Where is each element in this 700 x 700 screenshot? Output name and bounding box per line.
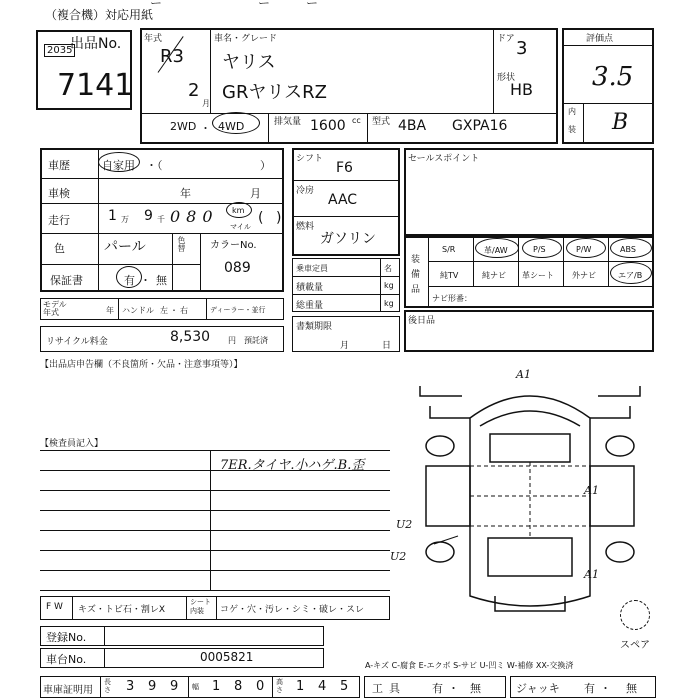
shape-label: 形状 (497, 73, 516, 83)
history-label: 車歴 (48, 159, 70, 172)
equip-leather: 革シート (522, 271, 554, 280)
navi-model-label: ナビ形番： (432, 294, 472, 303)
model-prefix: 4BA (398, 118, 427, 134)
history-paren-open: ・（ (146, 159, 163, 172)
mileage-unit-mile: マイル (230, 223, 251, 231)
form-subtitle: （複合機）対応用紙 (45, 8, 154, 22)
equip-pw-circle (566, 238, 606, 258)
history-value: 自家用 (102, 159, 135, 172)
equip-ps: P/S (533, 245, 546, 254)
equip-abs: ABS (620, 245, 636, 254)
weight-unit: kg (384, 299, 394, 308)
mileage-paren-close: ) (276, 210, 282, 226)
mileage-thousands: 9 (144, 208, 153, 224)
cert-cell-1: 3 (126, 679, 135, 694)
handle-dot: ・ (170, 306, 178, 315)
chassis-label: 車台No. (46, 653, 87, 666)
interior-label-2: 装 (568, 125, 576, 134)
doors-value: 3 (516, 38, 528, 59)
jack-dot: ・ (600, 682, 611, 695)
equip-aw: 革/AW (484, 246, 508, 255)
recycle-deposited: 預託済 (244, 336, 268, 345)
color-code: 089 (224, 260, 251, 276)
drive-4wd-circle (212, 112, 260, 134)
chassis-value: 0005821 (200, 650, 254, 664)
history-circle (98, 152, 140, 172)
equip-abs-circle (610, 238, 652, 258)
aircon-label: 冷房 (296, 186, 315, 196)
drive-2wd: 2WD (170, 120, 197, 133)
mileage-unit-km: km (232, 206, 245, 215)
mileage-digits: 080 (170, 207, 219, 226)
warranty-no: 無 (156, 274, 167, 287)
warranty-yes: 有 (124, 274, 135, 287)
dealer-label: ディーラー・並行 (210, 306, 266, 314)
jack-label: ジャッキ (516, 682, 560, 695)
jack-no: 無 (626, 682, 637, 695)
cert-cell-2: 9 (148, 679, 157, 694)
cert-cell-7: 1 (296, 679, 305, 694)
mileage-man: 1 (108, 208, 117, 224)
cert-cell-8: 4 (318, 679, 327, 694)
handle-label: ハンドル (122, 306, 154, 315)
equipment-label-3: 品 (411, 285, 421, 295)
month-unit: 月 (202, 99, 210, 108)
spare-tire-icon (620, 600, 650, 630)
cert-length-label: 長さ (104, 678, 111, 694)
cert-height-label: 高さ (276, 678, 283, 694)
equipment-label-1: 装 (411, 255, 421, 265)
drive-separator: ・ (200, 122, 211, 135)
car-diagram (400, 366, 660, 626)
lot-label: 出品No. (70, 36, 122, 52)
sheet-items: コゲ・穴・汚レ・シミ・破レ・スレ (220, 605, 365, 615)
model-code: GXPA16 (452, 118, 508, 134)
equip-aw-circle (475, 238, 519, 258)
mileage-thousands-unit: 千 (157, 215, 165, 224)
damage-legend: A-キズ C-腐食 E-エクボ S-サビ U-凹ミ W-補修 XX-交換済 (365, 661, 574, 670)
aircon-value: AAC (328, 192, 358, 208)
cert-cell-6: 0 (256, 679, 265, 694)
afterparts-label: 後日品 (408, 316, 436, 326)
damage-mark-a1-rear: A1 (584, 568, 599, 581)
tools-dot: ・ (448, 682, 459, 695)
displacement-value: 1600 (310, 118, 346, 134)
score-label: 評価点 (586, 34, 614, 44)
load-unit: kg (384, 281, 394, 290)
equip-navi: 純ナビ (482, 271, 506, 280)
handle-right: 右 (180, 306, 188, 315)
fw-label: F W (46, 602, 63, 612)
equip-airbag-circle (610, 262, 652, 284)
shape-value: HB (510, 80, 534, 99)
warranty-label: 保証書 (50, 274, 83, 287)
inspector-note: 7ER.タイヤ.小ハゲ.B.歪 (220, 458, 365, 473)
damage-mark-a1-top: A1 (516, 368, 531, 381)
inspection-month-unit: 月 (250, 187, 261, 200)
score-overall: 3.5 (592, 62, 634, 92)
equip-ps-circle (522, 238, 562, 258)
score-interior: B (612, 110, 629, 135)
fw-items: キズ・トビ石・割レX (78, 605, 165, 615)
mileage-man-unit: 万 (121, 215, 129, 224)
certificate-label: 車庫証明用 (43, 685, 93, 696)
cert-cell-9: 5 (340, 679, 349, 694)
cert-cell-3: 9 (170, 679, 179, 694)
equip-tv: 純TV (440, 271, 459, 280)
color-change-label: 色替 (177, 236, 186, 252)
seller-notes-label: 【出品店申告欄（不良箇所・欠品・注意事項等）】 (40, 360, 243, 370)
displacement-label: 排気量 (274, 117, 302, 127)
recycle-label: リサイクル料金 (46, 337, 108, 347)
mileage-paren: ( (258, 210, 264, 226)
inspection-year-unit: 年 (180, 187, 191, 200)
sheet-label: シート内装 (190, 598, 211, 615)
fuel-value: ガソリン (320, 231, 376, 247)
history-paren-close: ） (260, 159, 271, 172)
year-era: R3 (160, 46, 184, 67)
capacity-unit: 名 (384, 264, 392, 273)
model-label: 型式 (372, 117, 391, 127)
inspection-label: 車検 (48, 187, 70, 200)
equip-pw: P/W (576, 245, 592, 254)
capacity-label: 乗車定員 (296, 264, 328, 273)
docs-label: 書類期限 (296, 322, 333, 332)
interior-label-1: 内 (568, 107, 576, 116)
color-label: 色 (54, 242, 65, 255)
equip-sr: S/R (442, 245, 456, 254)
vehicle-name: ヤリス (222, 52, 276, 73)
damage-mark-u2-upper: U2 (396, 518, 413, 531)
sales-point-label: セールスポイント (408, 154, 480, 164)
shift-label: シフト (296, 154, 324, 164)
mileage-km-circle (226, 202, 252, 218)
drive-4wd: 4WD (218, 120, 245, 133)
header-top-partial: ー ー ー (150, 0, 319, 10)
afterparts-box (404, 310, 654, 352)
cert-width-label: 幅 (192, 683, 199, 691)
damage-mark-a1-right: A1 (584, 484, 599, 497)
load-label: 積載量 (296, 283, 324, 293)
year-label: 年式 (144, 34, 163, 44)
mileage-label: 走行 (48, 214, 70, 227)
name-label: 車名・グレード (214, 34, 278, 44)
spare-label: スペア (620, 640, 650, 651)
equipment-label-2: 備 (411, 270, 421, 280)
damage-mark-u2-lower: U2 (390, 550, 407, 563)
jack-yes: 有 (584, 682, 595, 695)
tools-label: 工具 (372, 682, 406, 695)
year-month: 2 (188, 80, 200, 101)
model-year-label: モデル年式 (43, 300, 67, 317)
doors-label: ドア (497, 34, 515, 44)
cert-cell-4: 1 (212, 679, 221, 694)
cert-cell-5: 8 (234, 679, 243, 694)
model-year-unit: 年 (106, 306, 114, 315)
docs-day-unit: 日 (382, 341, 392, 351)
color-value: パール (104, 239, 146, 255)
inspector-notes-label: 【検査員記入】 (40, 439, 104, 449)
shift-value: F6 (336, 160, 353, 176)
recycle-amount: 8,530 (170, 329, 211, 345)
docs-month-unit: 月 (340, 341, 350, 351)
registration-label: 登録No. (46, 631, 87, 644)
recycle-unit: 円 (228, 336, 236, 345)
warranty-yes-circle (116, 266, 142, 288)
handle-left: 左 (160, 306, 168, 315)
displacement-unit: cc (352, 116, 361, 125)
fuel-label: 燃料 (296, 222, 315, 232)
warranty-dot: ・ (140, 274, 151, 287)
equip-airbag: エア/B (618, 271, 643, 280)
equip-ext-navi: 外ナビ (572, 271, 596, 280)
color-code-label: カラーNo. (210, 240, 257, 251)
tools-no: 無 (470, 682, 481, 695)
lot-stamp: 2035 (44, 44, 75, 57)
tools-yes: 有 (432, 682, 443, 695)
weight-label: 総重量 (296, 301, 324, 311)
lot-number: 7141 (57, 68, 134, 103)
vehicle-grade: GRヤリスRZ (222, 82, 327, 103)
